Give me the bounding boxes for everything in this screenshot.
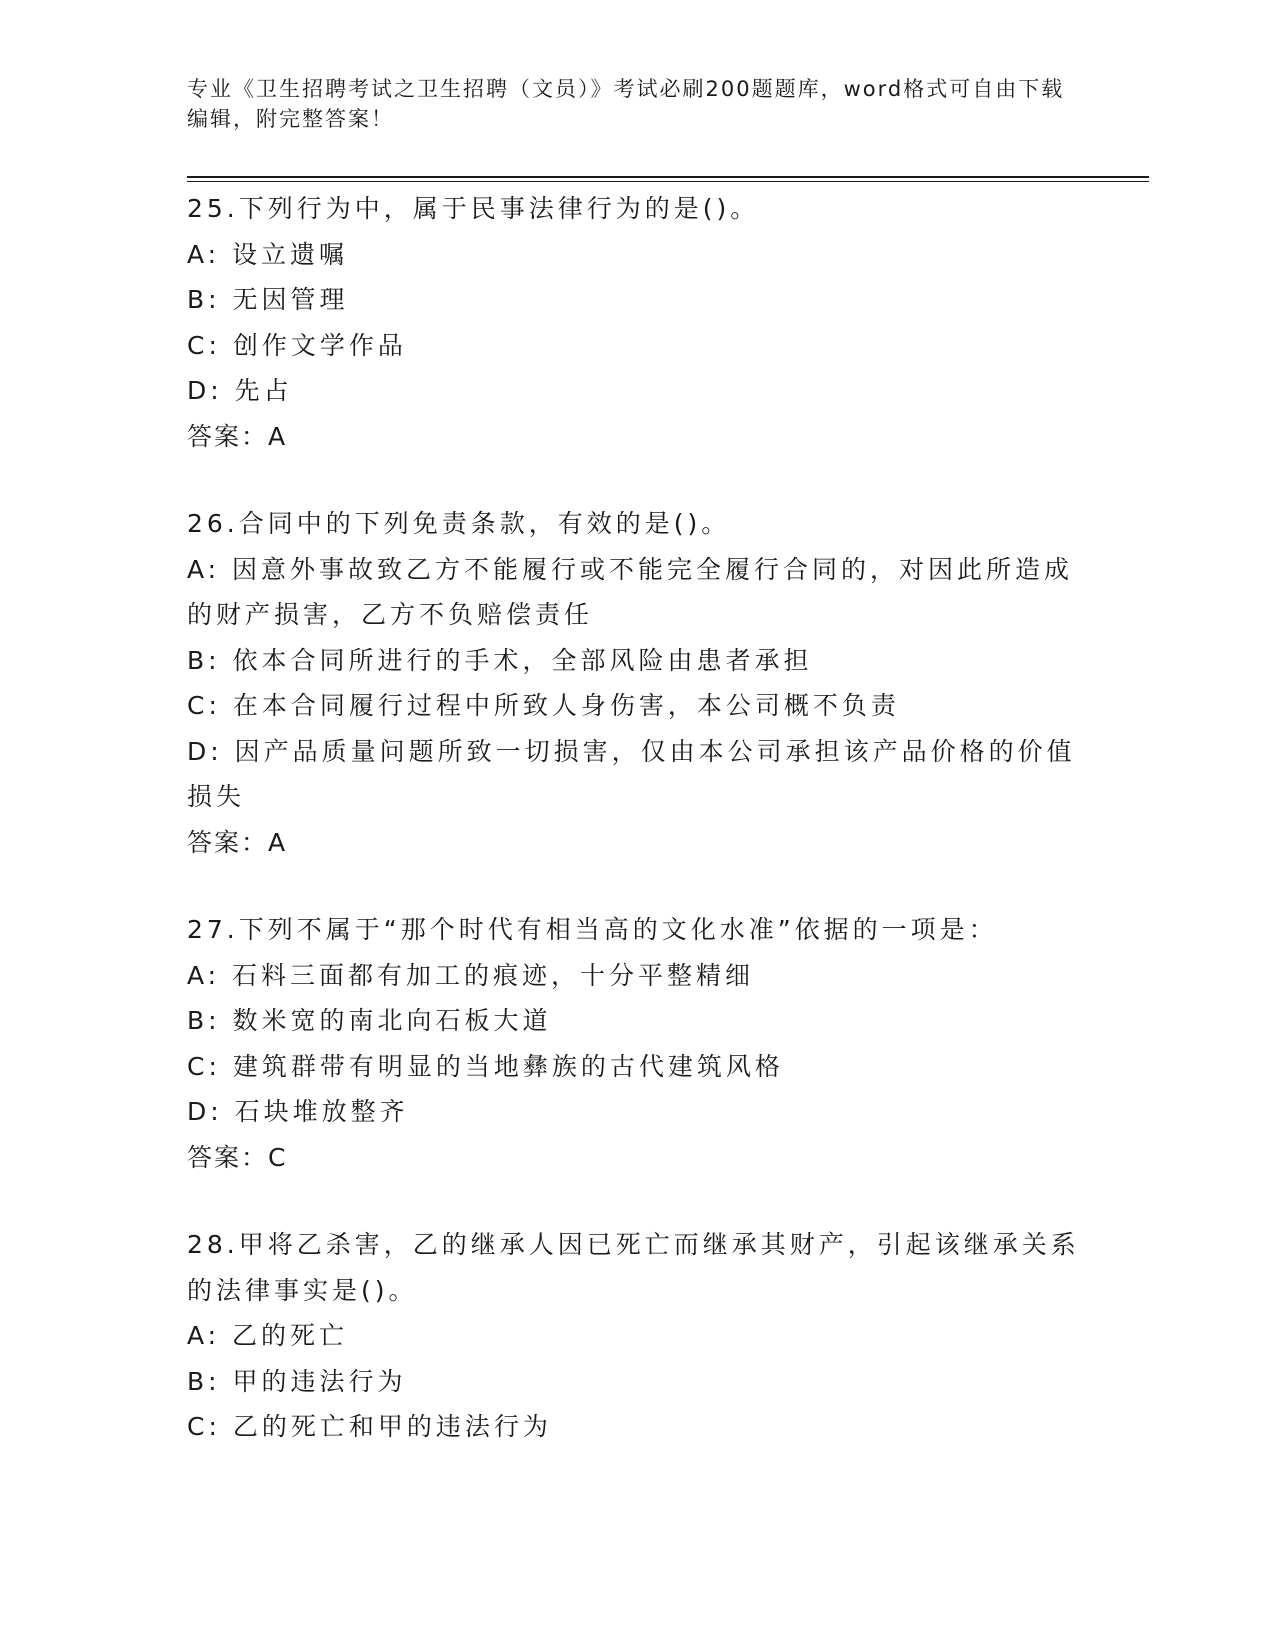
option-c: C: 乙的死亡和甲的违法行为 [187,1412,552,1441]
option-b: B: 无因管理 [187,285,349,314]
question-stem: 28.甲将乙杀害，乙的继承人因已死亡而继承其财产，引起该继承关系的法律事实是()。 [187,1230,1080,1305]
question-stem: 25.下列行为中，属于民事法律行为的是()。 [187,194,760,223]
question-spacer [187,459,1087,501]
option-a: A: 乙的死亡 [187,1321,349,1350]
question-spacer [187,1180,1087,1222]
option-b: B: 数米宽的南北向石板大道 [187,1006,552,1035]
option-c: C: 创作文学作品 [187,330,407,360]
option-b: B: 甲的违法行为 [187,1366,407,1396]
header-divider-thick [187,176,1149,178]
question-28 [187,1222,1087,1450]
question-26 [187,501,1087,865]
option-a: A: 石料三面都有加工的痕迹，十分平整精细 [187,960,755,990]
question-stem: 27.下列不属于“那个时代有相当高的文化水准”依据的一项是： [187,915,998,944]
question-list [187,186,1087,1450]
document-header: 专业《卫生招聘考试之卫生招聘（文员）》考试必刷200题题库，word格式可自由下载编辑，附完整答案！ [187,77,1065,131]
option-d: D: 石块堆放整齐 [187,1097,409,1126]
option-d: D: 因产品质量问题所致一切损害，仅由本公司承担该产品价格的价值损失 [187,736,1076,811]
option-c: C: 在本合同履行过程中所致人身伤害，本公司概不负责 [187,691,900,720]
question-spacer [187,865,1087,907]
option-c: C: 建筑群带有明显的当地彝族的古代建筑风格 [187,1051,784,1081]
option-a: A: 因意外事故致乙方不能履行或不能完全履行合同的，对因此所造成的财产损害，乙方不负赔偿责任 [187,554,1074,629]
header-divider-thin [187,181,1149,182]
answer: 答案：A [187,421,288,451]
question-27 [187,907,1087,1180]
answer: 答案：C [187,1142,288,1172]
question-25 [187,186,1087,459]
option-b: B: 依本合同所进行的手术，全部风险由患者承担 [187,645,813,675]
answer: 答案：A [187,827,288,857]
option-a: A: 设立遗嘱 [187,239,349,269]
question-stem: 26.合同中的下列免责条款，有效的是()。 [187,509,731,538]
option-d: D: 先占 [187,376,293,405]
